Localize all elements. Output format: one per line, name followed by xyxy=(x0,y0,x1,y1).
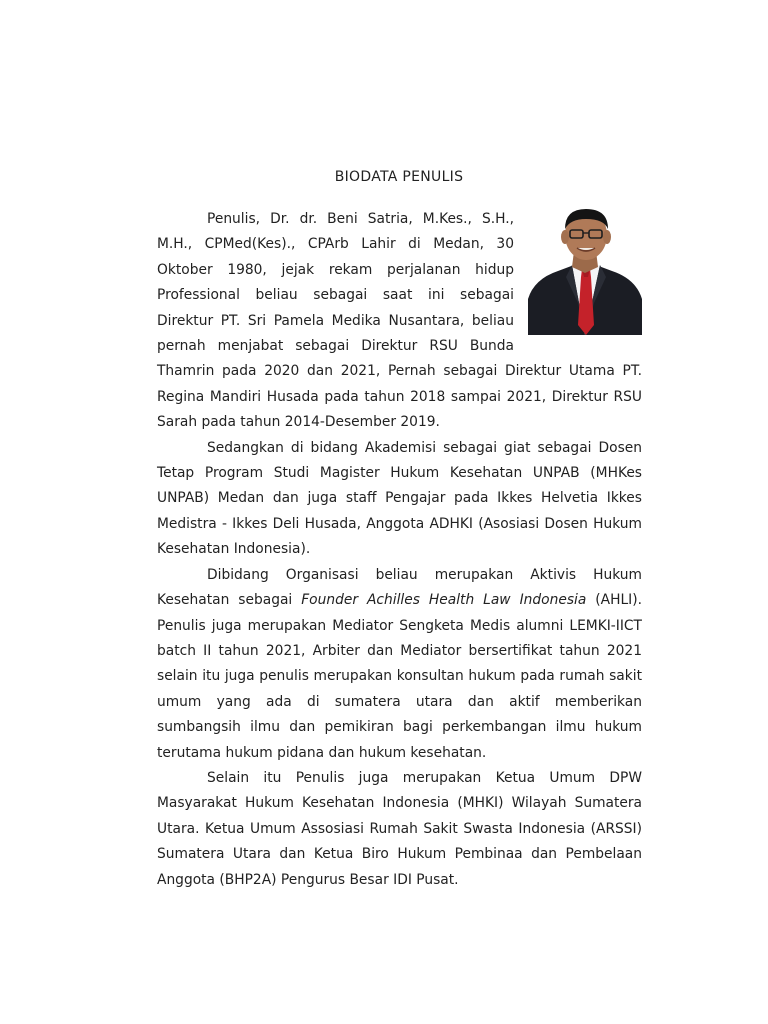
biography-paragraph-1: Penulis, Dr. dr. Beni Satria, M.Kes., S.H., M.H., CPMed(Kes)., CPArb Lahir di Medan, 30 Oktober 1980, jejak rekam perjalanan hidup Professional beliau sebagai saat ini sebagai Direktur PT. Sri Pamela Medika Nusantara, beliau pernah menjabat sebagai Direktur RSU Bunda Thamrin pada 2020 dan 2021, Pernah sebagai Direktur Utama PT. Regina Mandiri Husada pada tahun 2018 sampai 2021, Direktur RSU Sarah pada tahun 2014-Desember 2019. xyxy=(157,207,642,436)
biography-paragraph-2: Sedangkan di bidang Akademisi sebagai giat sebagai Dosen Tetap Program Studi Magister Hukum Kesehatan UNPAB (MHKes UNPAB) Medan dan juga staff Pengajar pada Ikkes Helvetia Ikkes Medistra - Ikkes Deli Husada, Anggota ADHKI (Asosiasi Dosen Hukum Kesehatan Indonesia). xyxy=(157,439,642,558)
biography-paragraph-4: Selain itu Penulis juga merupakan Ketua Umum DPW Masyarakat Hukum Kesehatan Indonesia (MHKI) Wilayah Sumatera Utara. Ketua Umum Assosiasi Rumah Sakit Swasta Indonesia (ARSSI) Sumatera Utara dan Ketua Biro Hukum Pembinaa dan Pembelaan Anggota (BHP2A) Pengurus Besar IDI Pusat. xyxy=(157,769,642,888)
biography-text xyxy=(157,207,642,893)
page-title: BIODATA PENULIS xyxy=(334,169,464,185)
author-photo xyxy=(528,207,642,335)
biography-paragraph-3: Dibidang Organisasi beliau merupakan Aktivis Hukum Kesehatan sebagai Founder Achilles Health Law Indonesia (AHLI). Penulis juga merupakan Mediator Sengketa Medis alumni LEMKI-IICT batch II tahun 2021, Arbiter dan Mediator bersertifikat tahun 2021 selain itu juga penulis merupakan konsultan hukum pada rumah sakit umum yang ada di sumatera utara dan aktif memberikan sumbangsih ilmu dan pemikiran bagi perkembangan ilmu hukum terutama hukum pidana dan hukum kesehatan. xyxy=(157,566,642,761)
organization-name: Founder Achilles Health Law Indonesia xyxy=(301,592,587,609)
